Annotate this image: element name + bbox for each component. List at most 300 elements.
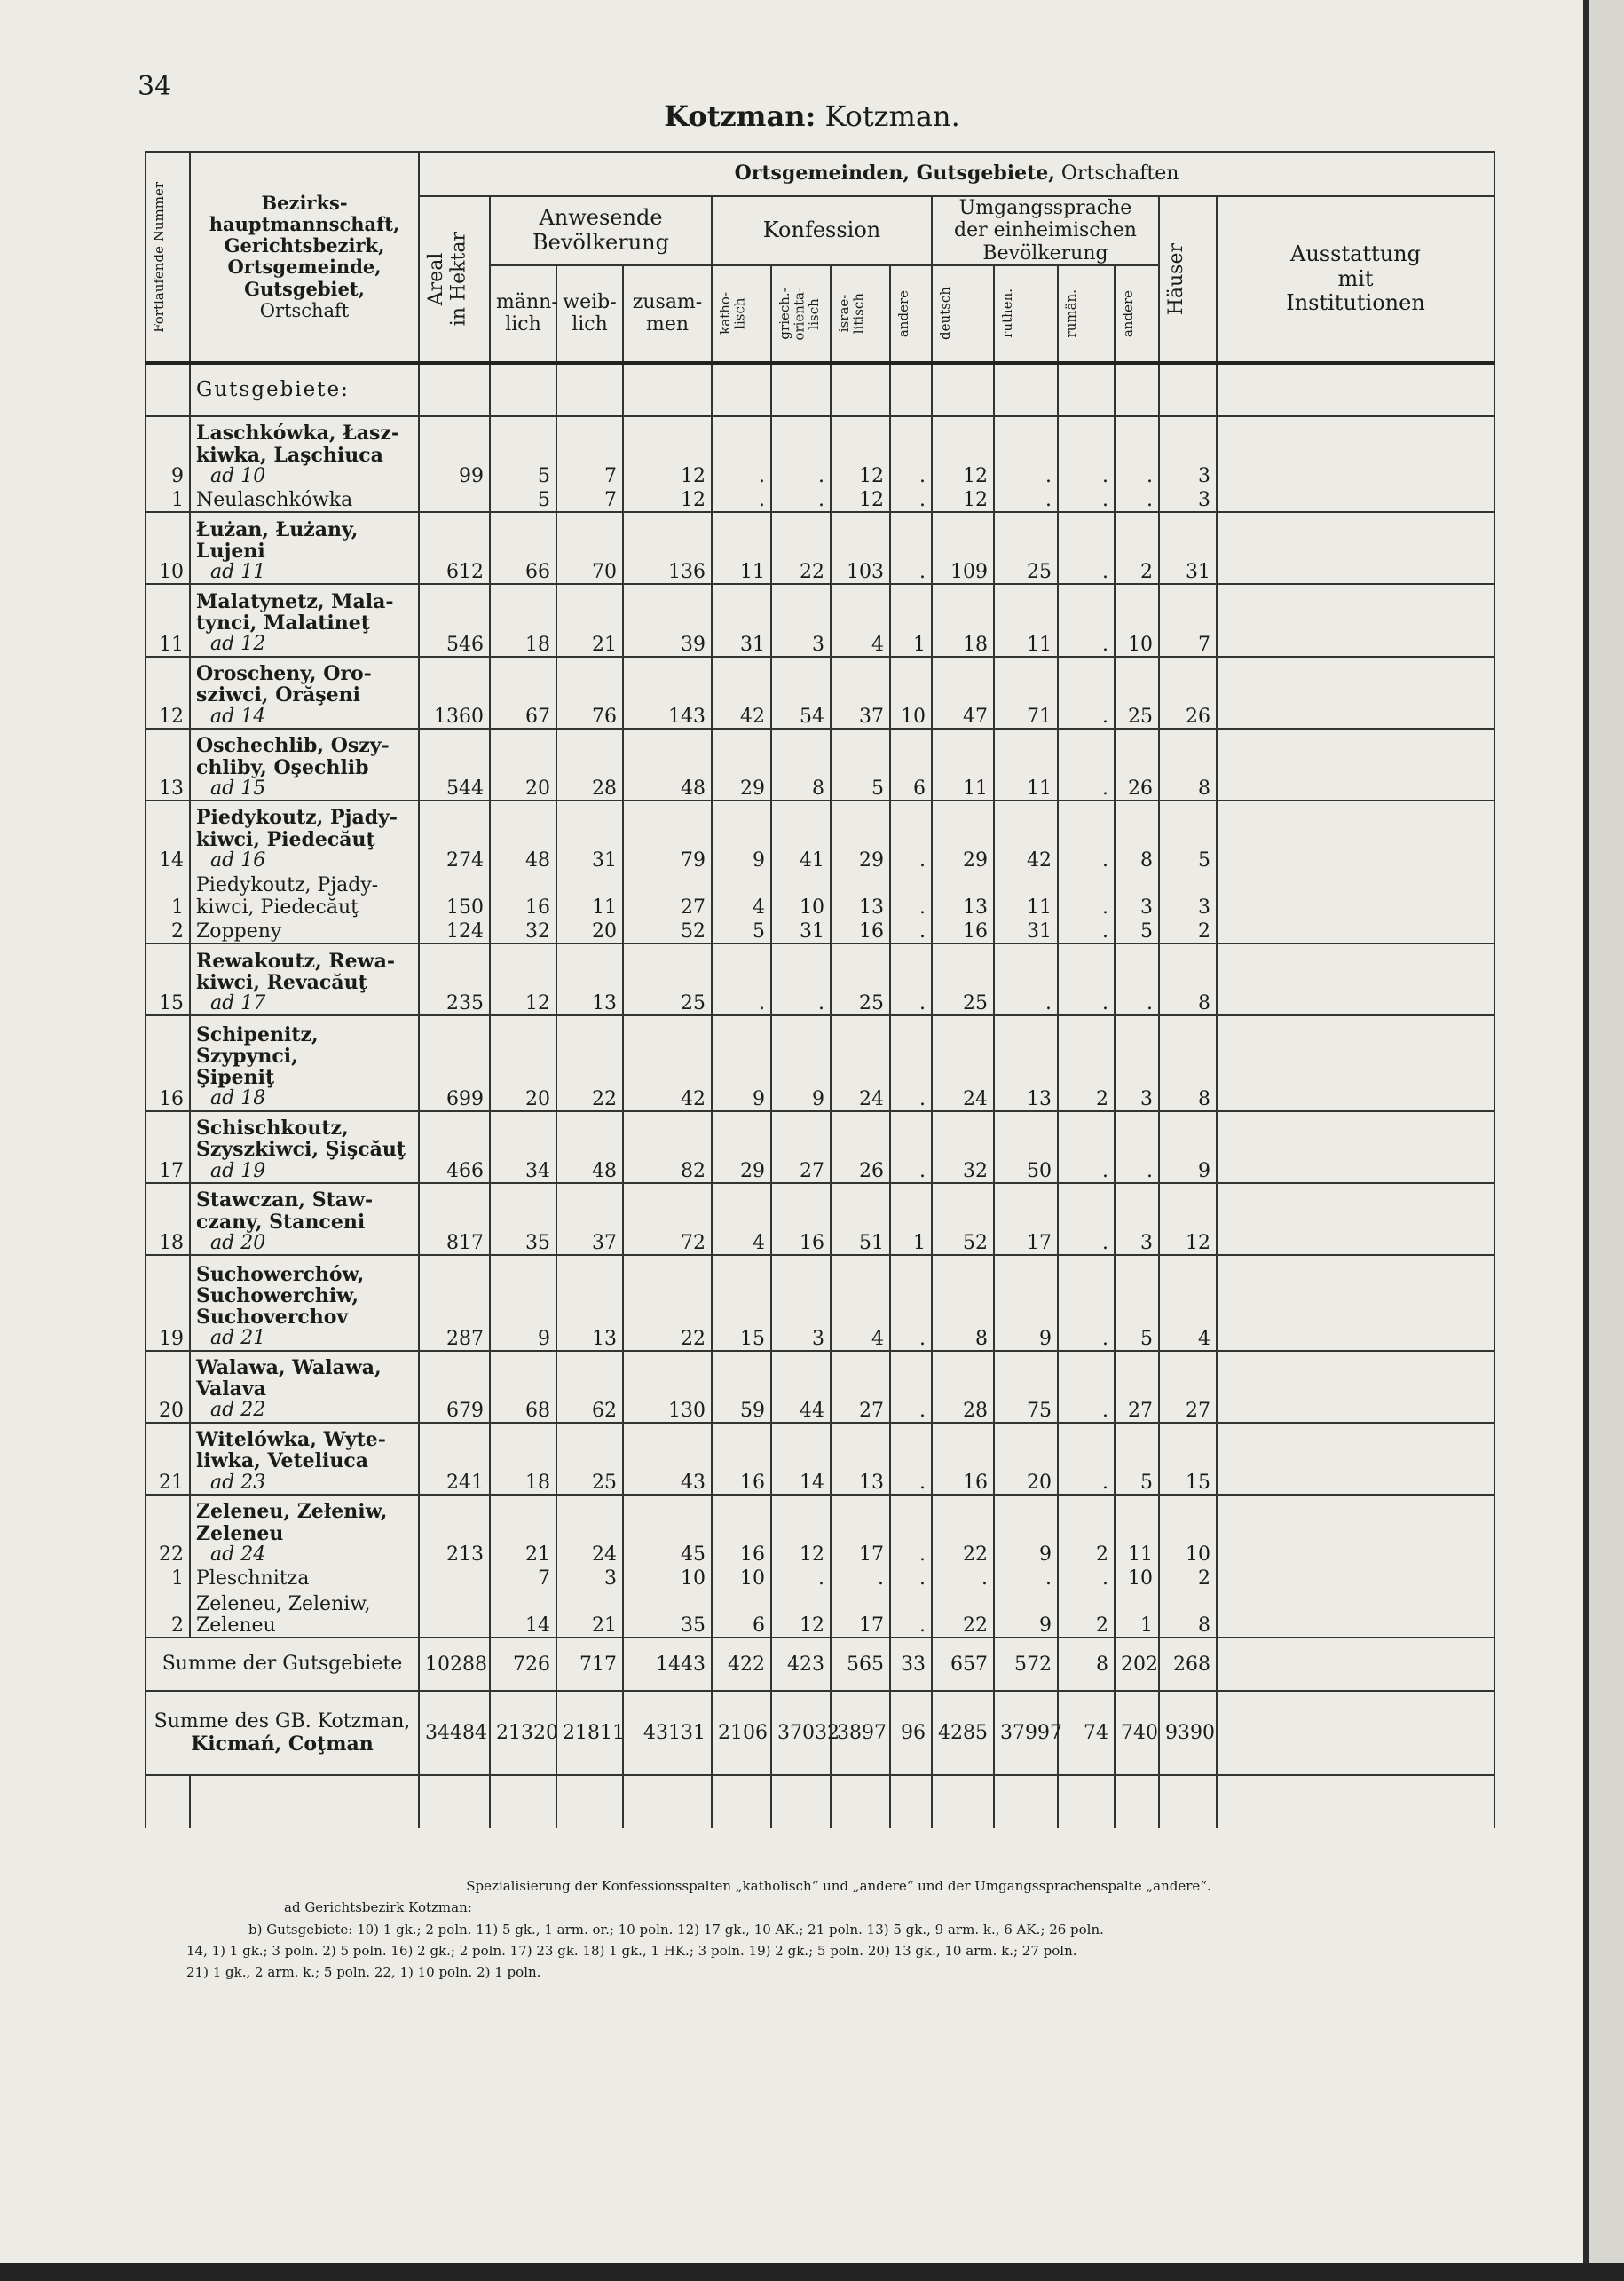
empty-cell: [712, 363, 771, 416]
zusammen-cell: 45: [623, 1495, 712, 1566]
ausstattung-cell: [1217, 657, 1494, 729]
row-name: [190, 1566, 419, 1590]
griech-cell: 12: [771, 1495, 831, 1566]
griech-cell: 9: [771, 1015, 831, 1111]
deutsch-cell: 109: [932, 512, 994, 584]
row-name: [190, 512, 419, 584]
footnote-line: b) Gutsgebiete: 10) 1 gk.; 2 poln. 11) 5 gk., 1 arm. or.; 10 poln. 12) 17 gk., 10 AK.; 21 poln. 13) 5 gk., 9 arm. k., 6 AK.; 26 poln.: [248, 1921, 1104, 1938]
areal-cell: 612: [419, 512, 490, 584]
row-number: 2: [146, 919, 190, 943]
footnote-district: ad Gerichtsbezirk Kotzman:: [284, 1899, 472, 1916]
katholisch-cell: 11: [712, 512, 771, 584]
deutsch-cell: 52: [932, 1183, 994, 1255]
andere2-cell: 5: [1115, 1255, 1159, 1351]
row-number: 18: [146, 1183, 190, 1255]
table-row: [146, 657, 1494, 729]
row-name: [190, 657, 419, 729]
andere2-cell: 10: [1115, 1566, 1159, 1590]
areal-cell: 235: [419, 943, 490, 1015]
israel-cell: 13: [831, 1423, 890, 1495]
andere2-cell: .: [1115, 416, 1159, 487]
deutsch-cell: 24: [932, 1015, 994, 1111]
andere-cell: .: [890, 1111, 932, 1183]
griech-cell: 14: [771, 1423, 831, 1495]
weiblich-cell: 20: [556, 919, 623, 943]
haeuser-cell: 5: [1159, 801, 1217, 872]
haeuser-cell: 8: [1159, 1590, 1217, 1638]
empty-cell: [556, 1775, 623, 1828]
row-name-line: Şipeniţ: [196, 1066, 275, 1090]
weiblich-cell: 48: [556, 1111, 623, 1183]
zusammen-cell: 48: [623, 729, 712, 801]
empty-cell: [146, 1775, 190, 1828]
katholisch-cell: 29: [712, 1111, 771, 1183]
row-ad-ref: ad 14: [210, 705, 266, 728]
rumaen-cell: .: [1058, 584, 1115, 656]
zusammen-cell: 35: [623, 1590, 712, 1638]
deutsch-cell: 25: [932, 943, 994, 1015]
griech-cell: .: [771, 1566, 831, 1590]
maennlich-cell: 20: [490, 729, 556, 801]
haeuser-cell: 26: [1159, 657, 1217, 729]
maennlich-cell: 68: [490, 1351, 556, 1423]
ausstattung-cell: [1217, 1255, 1494, 1351]
sum-ruthen-cell: 572: [994, 1638, 1058, 1691]
maennlich-cell: 35: [490, 1183, 556, 1255]
empty-cell: [1115, 363, 1159, 416]
sum-maennlich-cell: 21320: [490, 1691, 556, 1775]
weiblich-cell: 62: [556, 1351, 623, 1423]
row-name: [190, 1351, 419, 1423]
header-group-title: [419, 152, 1494, 196]
header-deutsch-label: deutsch: [937, 287, 953, 341]
ruthen-cell: 9: [994, 1495, 1058, 1566]
row-ad-ref: ad 23: [210, 1471, 266, 1494]
weiblich-cell: 28: [556, 729, 623, 801]
weiblich-cell: 21: [556, 1590, 623, 1638]
ausstattung-cell: [1217, 416, 1494, 487]
andere2-cell: .: [1115, 943, 1159, 1015]
empty-cell: [1058, 1775, 1115, 1828]
maennlich-cell: 21: [490, 1495, 556, 1566]
rumaen-cell: .: [1058, 943, 1115, 1015]
andere2-cell: 10: [1115, 584, 1159, 656]
haeuser-cell: 15: [1159, 1423, 1217, 1495]
haeuser-cell: 10: [1159, 1495, 1217, 1566]
header-andere2: [1115, 265, 1159, 363]
sum-israel-cell: 565: [831, 1638, 890, 1691]
row-name: [190, 1255, 419, 1351]
areal-cell: [419, 487, 490, 512]
header-m-2: lich: [505, 313, 541, 336]
row-number: 9: [146, 416, 190, 487]
header-umg-1: Umgangssprache: [958, 197, 1132, 219]
israel-cell: 17: [831, 1590, 890, 1638]
ruthen-cell: 11: [994, 584, 1058, 656]
row-ad-ref: ad 16: [210, 848, 266, 872]
statistics-table: [145, 151, 1495, 1828]
header-griech: [771, 265, 831, 363]
maennlich-cell: 34: [490, 1111, 556, 1183]
sum-andere2-cell: 740: [1115, 1691, 1159, 1775]
header-anwesende: [490, 196, 712, 265]
zusammen-cell: 22: [623, 1255, 712, 1351]
header-haeuser: [1159, 196, 1217, 363]
andere2-cell: 1: [1115, 1590, 1159, 1638]
row-ad-ref: ad 18: [210, 1087, 266, 1110]
empty-cell: [890, 1775, 932, 1828]
header-gr-3: lisch: [806, 297, 822, 330]
row-number: 22: [146, 1495, 190, 1566]
areal-cell: 241: [419, 1423, 490, 1495]
sum-label: Summe der Gutsgebiete: [146, 1638, 419, 1691]
ruthen-cell: 50: [994, 1111, 1058, 1183]
header-maennlich: [490, 265, 556, 363]
sum-rumaen-cell: 8: [1058, 1638, 1115, 1691]
ruthen-cell: 13: [994, 1015, 1058, 1111]
andere-cell: .: [890, 1351, 932, 1423]
maennlich-cell: 9: [490, 1255, 556, 1351]
weiblich-cell: 13: [556, 1255, 623, 1351]
israel-cell: .: [831, 1566, 890, 1590]
katholisch-cell: 16: [712, 1423, 771, 1495]
sum-weiblich-cell: 21811: [556, 1691, 623, 1775]
row-number: 21: [146, 1423, 190, 1495]
ausstattung-cell: [1217, 1111, 1494, 1183]
weiblich-cell: 70: [556, 512, 623, 584]
zusammen-cell: 82: [623, 1111, 712, 1183]
haeuser-cell: 31: [1159, 512, 1217, 584]
rumaen-cell: .: [1058, 657, 1115, 729]
areal-cell: 466: [419, 1111, 490, 1183]
header-name-line: hauptmannschaft,: [209, 213, 400, 236]
row-name-line: sziwci, Orăşeni: [196, 683, 360, 707]
row-name: [190, 729, 419, 801]
header-kath-1: katho-: [717, 292, 733, 335]
griech-cell: 41: [771, 801, 831, 872]
sum-weiblich-cell: 717: [556, 1638, 623, 1691]
section-row: [146, 363, 1494, 416]
katholisch-cell: 5: [712, 919, 771, 943]
row-name-line: Zeleneu, Zeleniw,: [196, 1592, 371, 1615]
rumaen-cell: .: [1058, 729, 1115, 801]
maennlich-cell: 16: [490, 872, 556, 919]
katholisch-cell: 4: [712, 872, 771, 919]
maennlich-cell: 18: [490, 1423, 556, 1495]
ruthen-cell: 42: [994, 801, 1058, 872]
title-district: Kotzman:: [664, 99, 816, 133]
ausstattung-cell: [1217, 487, 1494, 512]
andere2-cell: 25: [1115, 657, 1159, 729]
table-row: [146, 919, 1494, 943]
areal-cell: 274: [419, 801, 490, 872]
row-name-line: chliby, Oşechlib: [196, 755, 369, 779]
header-name: [190, 152, 419, 363]
header-group-bold: Ortsgemeinden, Gutsgebiete,: [734, 162, 1055, 185]
deutsch-cell: 13: [932, 872, 994, 919]
sum-ruthen-cell: 37997: [994, 1691, 1058, 1775]
sum-row: [146, 1691, 1494, 1775]
row-name-line: Suchowerchów,: [196, 1262, 365, 1286]
ausstattung-cell: [1217, 872, 1494, 919]
ruthen-cell: .: [994, 487, 1058, 512]
sum-israel-cell: 3897: [831, 1691, 890, 1775]
empty-cell: [190, 1775, 419, 1828]
weiblich-cell: 11: [556, 872, 623, 919]
ruthen-cell: 31: [994, 919, 1058, 943]
deutsch-cell: 22: [932, 1590, 994, 1638]
header-andere-label: andere: [895, 289, 911, 337]
row-name-line: Walawa, Walawa,: [196, 1356, 382, 1380]
andere-cell: 1: [890, 1183, 932, 1255]
katholisch-cell: 42: [712, 657, 771, 729]
ausstattung-cell: [1217, 1495, 1494, 1566]
header-w-2: lich: [572, 313, 608, 336]
andere-cell: .: [890, 1423, 932, 1495]
deutsch-cell: 16: [932, 1423, 994, 1495]
deutsch-cell: 28: [932, 1351, 994, 1423]
header-griech-label: [777, 288, 822, 341]
row-ad-ref: ad 11: [210, 561, 266, 584]
ausstattung-cell: [1217, 801, 1494, 872]
row-ad-ref: ad 20: [210, 1231, 266, 1254]
header-haeuser-label: Häuser: [1165, 242, 1187, 316]
rumaen-cell: 2: [1058, 1495, 1115, 1566]
ausstattung-cell: [1217, 1590, 1494, 1638]
sum-haeuser-cell: 9390: [1159, 1691, 1217, 1775]
weiblich-cell: 21: [556, 584, 623, 656]
katholisch-cell: .: [712, 943, 771, 1015]
row-name-line: Lujeni: [196, 540, 265, 564]
ruthen-cell: 25: [994, 512, 1058, 584]
empty-cell: [623, 363, 712, 416]
header-katholisch: [712, 265, 771, 363]
katholisch-cell: 16: [712, 1495, 771, 1566]
scan-border: [0, 2263, 1624, 2281]
katholisch-cell: 31: [712, 584, 771, 656]
sum-label: [146, 1691, 419, 1775]
deutsch-cell: 12: [932, 416, 994, 487]
title-town: Kotzman.: [824, 99, 960, 133]
table-row: [146, 1423, 1494, 1495]
empty-cell: [712, 1775, 771, 1828]
ruthen-cell: .: [994, 1566, 1058, 1590]
table-row: [146, 487, 1494, 512]
footnote-line: 21) 1 gk., 2 arm. k.; 5 poln. 22, 1) 10 poln. 2) 1 poln.: [186, 1964, 541, 1980]
empty-cell: [890, 363, 932, 416]
areal-cell: 213: [419, 1495, 490, 1566]
andere-cell: .: [890, 919, 932, 943]
sum-label-line: Kicmań, Coţman: [191, 1732, 374, 1756]
haeuser-cell: 8: [1159, 943, 1217, 1015]
andere-cell: .: [890, 512, 932, 584]
row-name-line: tynci, Malatineţ: [196, 612, 370, 635]
ruthen-cell: .: [994, 416, 1058, 487]
header-name-line: Ortsgemeinde,: [227, 256, 382, 279]
header-andere2-label: andere: [1120, 289, 1136, 337]
ausstattung-cell: [1217, 584, 1494, 656]
rumaen-cell: .: [1058, 919, 1115, 943]
griech-cell: .: [771, 943, 831, 1015]
zusammen-cell: 12: [623, 416, 712, 487]
header-israel-label: [837, 293, 866, 334]
weiblich-cell: 24: [556, 1495, 623, 1566]
zusammen-cell: 143: [623, 657, 712, 729]
row-number: 12: [146, 657, 190, 729]
header-gr-2: orienta-: [791, 287, 808, 341]
ruthen-cell: 11: [994, 872, 1058, 919]
israel-cell: 27: [831, 1351, 890, 1423]
header-konfession-label: Konfession: [762, 217, 881, 243]
row-number: 14: [146, 801, 190, 872]
weiblich-cell: 31: [556, 801, 623, 872]
areal-cell: 287: [419, 1255, 490, 1351]
row-name-line: Zoppeny: [196, 920, 282, 943]
ausstattung-cell: [1217, 1638, 1494, 1691]
page-edge: [1589, 0, 1624, 2281]
ruthen-cell: .: [994, 943, 1058, 1015]
israel-cell: 16: [831, 919, 890, 943]
sum-zusammen-cell: 43131: [623, 1691, 712, 1775]
andere2-cell: 3: [1115, 1183, 1159, 1255]
griech-cell: 12: [771, 1590, 831, 1638]
deutsch-cell: 8: [932, 1255, 994, 1351]
maennlich-cell: 20: [490, 1015, 556, 1111]
row-number: 13: [146, 729, 190, 801]
row-number: 19: [146, 1255, 190, 1351]
zusammen-cell: 12: [623, 487, 712, 512]
andere2-cell: .: [1115, 487, 1159, 512]
row-name-line: czany, Stanceni: [196, 1210, 366, 1234]
table-row: [146, 1015, 1494, 1111]
sum-andere2-cell: 202: [1115, 1638, 1159, 1691]
ausstattung-cell: [1217, 1015, 1494, 1111]
katholisch-cell: .: [712, 416, 771, 487]
row-ad-ref: ad 22: [210, 1399, 266, 1422]
header-anwesende-2: Bevölkerung: [532, 229, 670, 255]
filler-row: [146, 1775, 1494, 1828]
row-name-line: Valava: [196, 1377, 266, 1401]
ausstattung-cell: [1217, 1566, 1494, 1590]
deutsch-cell: 22: [932, 1495, 994, 1566]
sum-griech-cell: 37032: [771, 1691, 831, 1775]
row-name-line: Suchowerchiw,: [196, 1283, 359, 1307]
haeuser-cell: 8: [1159, 1015, 1217, 1111]
deutsch-cell: 32: [932, 1111, 994, 1183]
empty-cell: [419, 363, 490, 416]
row-name-line: Zeleneu, Zełeniw,: [196, 1500, 388, 1524]
israel-cell: 12: [831, 487, 890, 512]
header-w-1: weib-: [563, 291, 617, 314]
sum-rumaen-cell: 74: [1058, 1691, 1115, 1775]
deutsch-cell: 11: [932, 729, 994, 801]
andere-cell: .: [890, 801, 932, 872]
zusammen-cell: 25: [623, 943, 712, 1015]
header-aus-3: Institutionen: [1286, 290, 1425, 316]
maennlich-cell: 48: [490, 801, 556, 872]
table-row: [146, 801, 1494, 872]
row-name-line: Suchoverchov: [196, 1306, 349, 1330]
griech-cell: .: [771, 416, 831, 487]
ruthen-cell: 20: [994, 1423, 1058, 1495]
row-name-line: kiwka, Laşchiuca: [196, 443, 383, 467]
andere-cell: .: [890, 1566, 932, 1590]
andere-cell: .: [890, 487, 932, 512]
griech-cell: 3: [771, 584, 831, 656]
row-name: [190, 919, 419, 943]
row-number: 15: [146, 943, 190, 1015]
andere-cell: 6: [890, 729, 932, 801]
katholisch-cell: 6: [712, 1590, 771, 1638]
row-name: [190, 872, 419, 919]
table-row: [146, 1495, 1494, 1566]
zusammen-cell: 130: [623, 1351, 712, 1423]
weiblich-cell: 37: [556, 1183, 623, 1255]
header-zusammen: [623, 265, 712, 363]
israel-cell: 13: [831, 872, 890, 919]
areal-cell: 150: [419, 872, 490, 919]
sum-maennlich-cell: 726: [490, 1638, 556, 1691]
griech-cell: 31: [771, 919, 831, 943]
row-number: 2: [146, 1590, 190, 1638]
deutsch-cell: 12: [932, 487, 994, 512]
header-kath-label: [718, 292, 747, 335]
header-rumaen-label: rumän.: [1063, 289, 1079, 338]
israel-cell: 5: [831, 729, 890, 801]
row-name-line: liwka, Veteliuca: [196, 1449, 369, 1473]
ruthen-cell: 9: [994, 1255, 1058, 1351]
row-name-line: Malatynetz, Mala-: [196, 590, 394, 614]
row-name-line: Łużan, Łużany,: [196, 517, 359, 541]
header-areal-2: in Hektar: [447, 232, 470, 327]
footnotes: [186, 1877, 1491, 1985]
weiblich-cell: 76: [556, 657, 623, 729]
footnote-line: 14, 1) 1 gk.; 3 poln. 2) 5 poln. 16) 2 gk.; 2 poln. 17) 23 gk. 18) 1 gk., 1 HK.; 3 poln. 19) 2 gk.; 5 poln. 20) 13 gk., 10 arm. k.; 27 poln.: [186, 1942, 1077, 1959]
maennlich-cell: 5: [490, 487, 556, 512]
weiblich-cell: 7: [556, 487, 623, 512]
katholisch-cell: 9: [712, 1015, 771, 1111]
row-name: [190, 1111, 419, 1183]
empty-cell: [1115, 1775, 1159, 1828]
maennlich-cell: 18: [490, 584, 556, 656]
table-row: [146, 943, 1494, 1015]
table-row: [146, 729, 1494, 801]
header-nr: [146, 152, 190, 363]
ausstattung-cell: [1217, 1423, 1494, 1495]
header-ausstattung: [1217, 196, 1494, 363]
header-andere: [890, 265, 932, 363]
row-number: 11: [146, 584, 190, 656]
israel-cell: 103: [831, 512, 890, 584]
israel-cell: 29: [831, 801, 890, 872]
section-nr: [146, 363, 190, 416]
maennlich-cell: 66: [490, 512, 556, 584]
empty-cell: [1217, 1775, 1494, 1828]
israel-cell: 25: [831, 943, 890, 1015]
header-name-line: Gerichtsbezirk,: [224, 234, 385, 257]
sum-deutsch-cell: 657: [932, 1638, 994, 1691]
andere-cell: 10: [890, 657, 932, 729]
row-name-line: Oschechlib, Oszy-: [196, 734, 390, 758]
deutsch-cell: 29: [932, 801, 994, 872]
zusammen-cell: 43: [623, 1423, 712, 1495]
haeuser-cell: 4: [1159, 1255, 1217, 1351]
katholisch-cell: 4: [712, 1183, 771, 1255]
header-name-line: Bezirks-: [261, 192, 348, 215]
row-name-line: kiwci, Revacăuţ: [196, 970, 367, 994]
row-name: [190, 487, 419, 512]
ausstattung-cell: [1217, 512, 1494, 584]
